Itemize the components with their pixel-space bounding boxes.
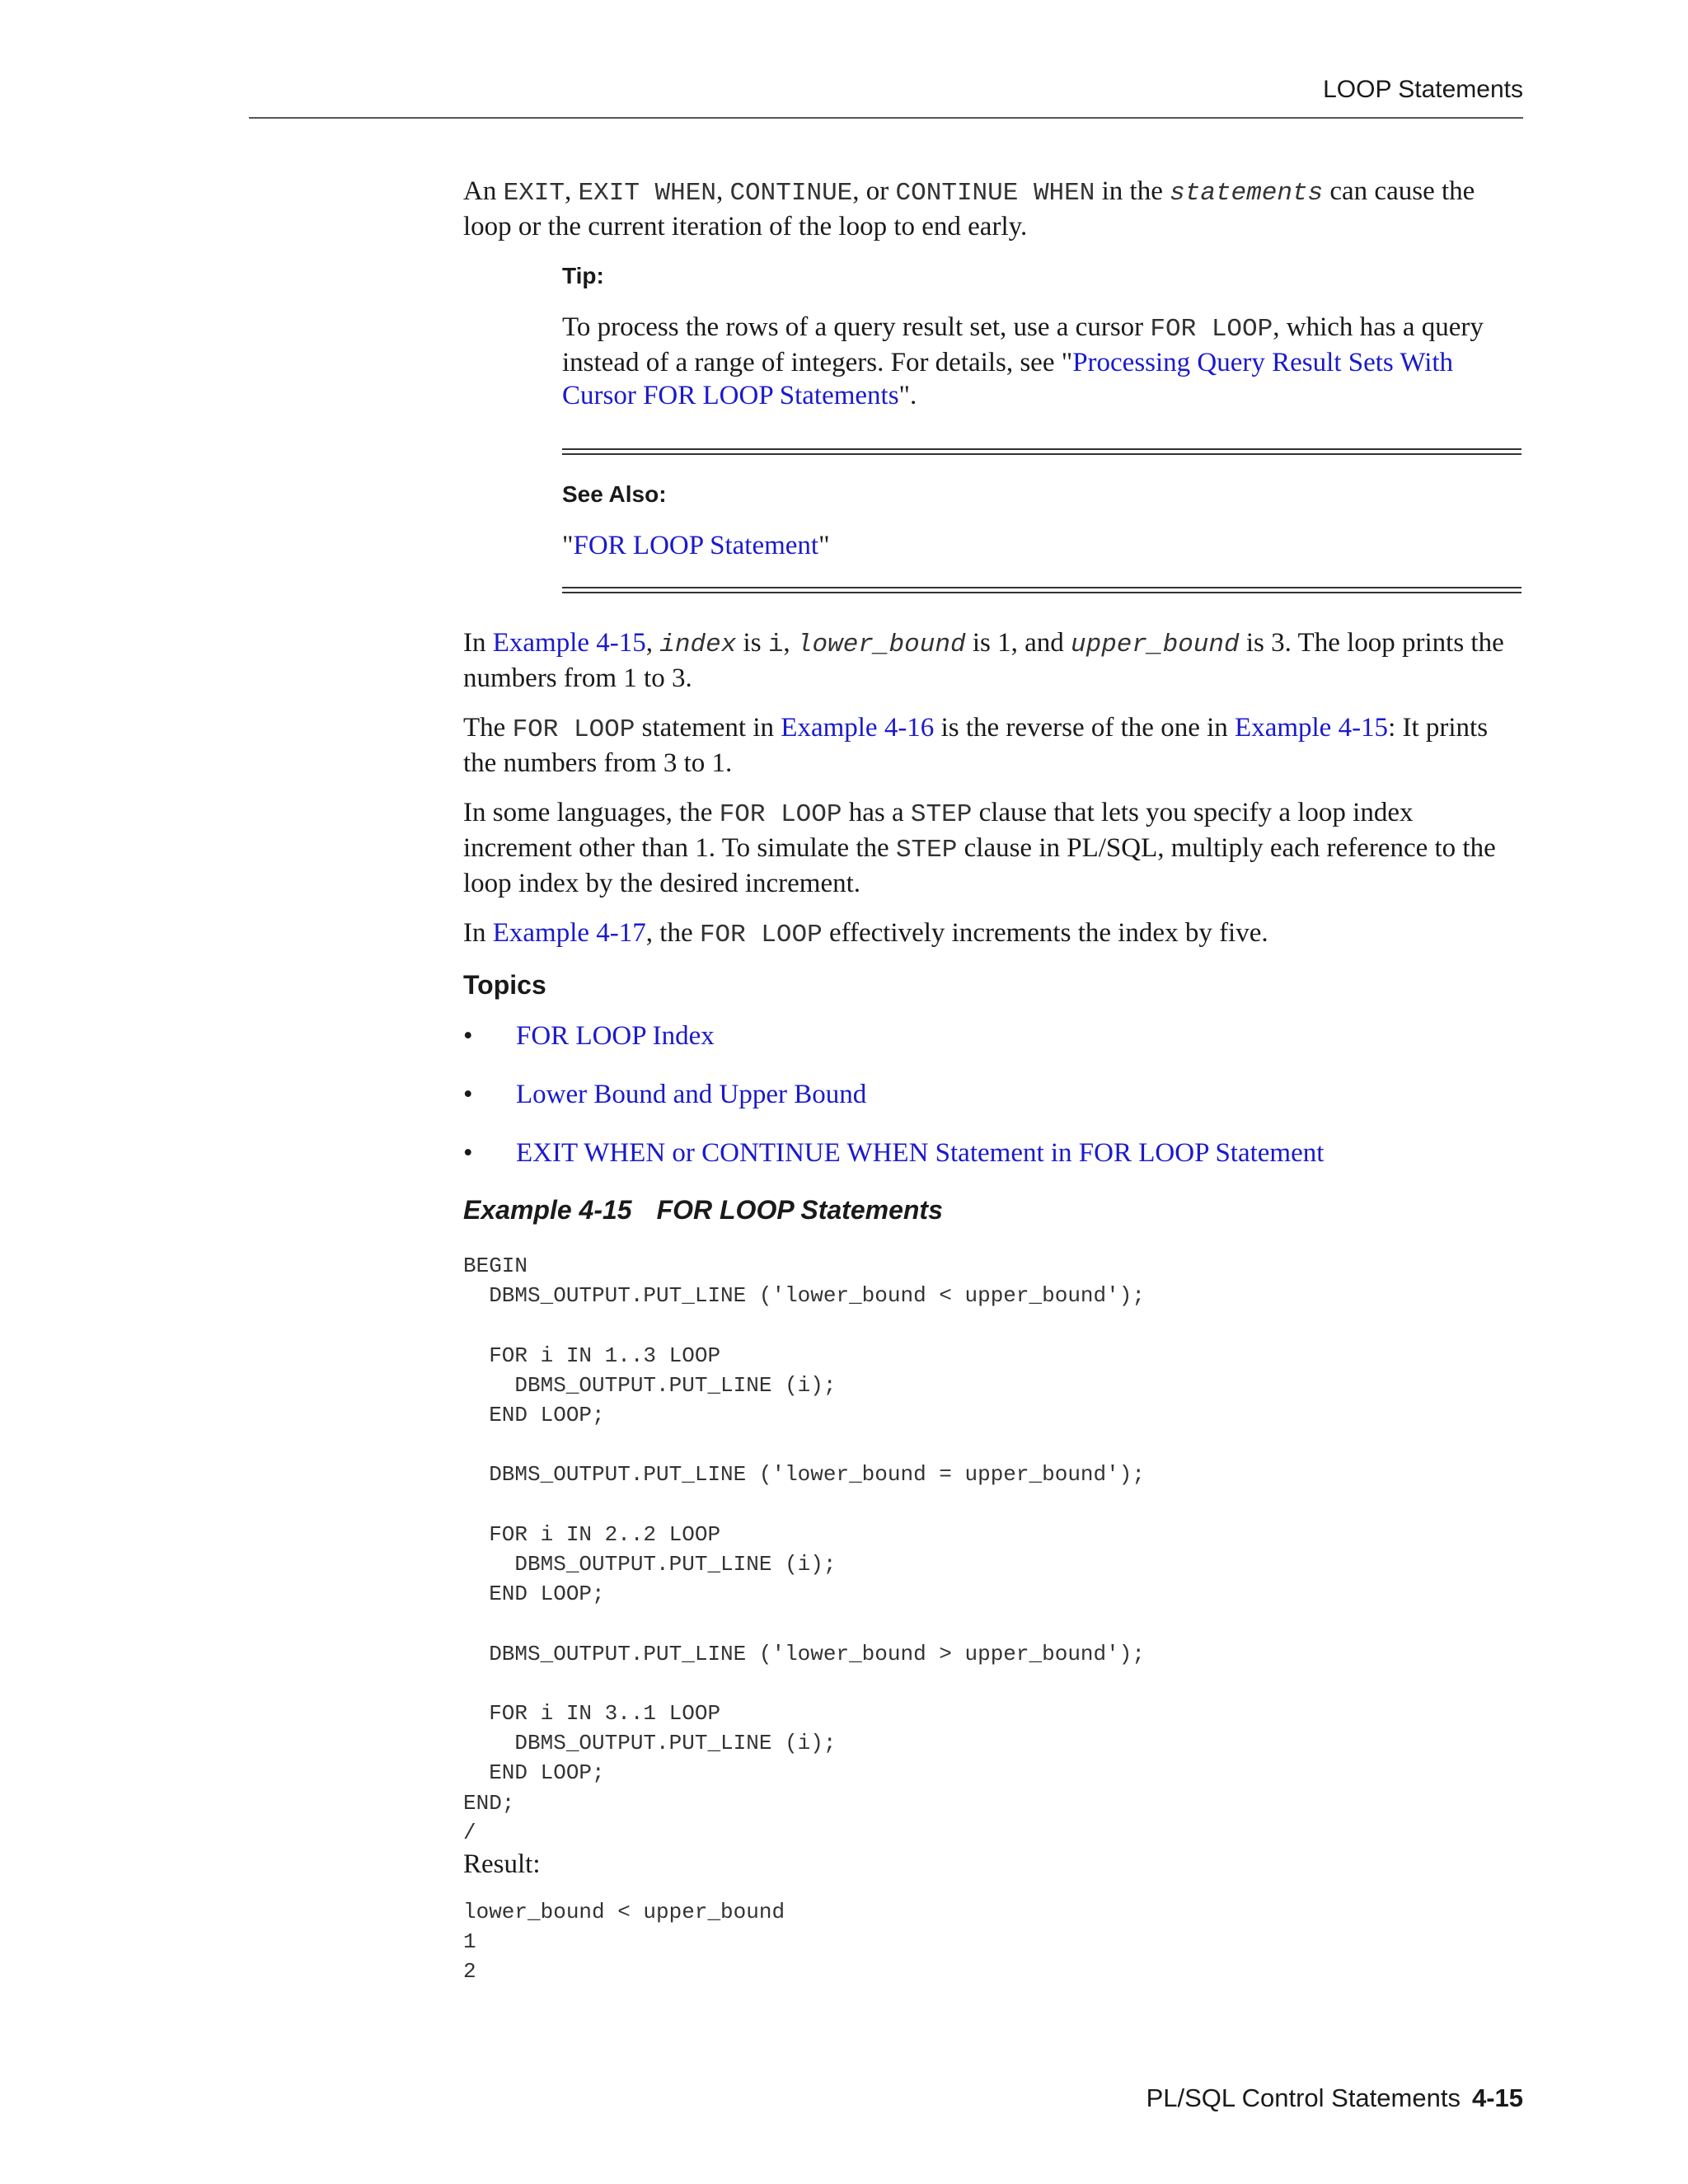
inline-code: FOR LOOP	[699, 921, 823, 949]
double-rule	[562, 448, 1522, 455]
code-block: BEGIN DBMS_OUTPUT.PUT_LINE ('lower_bound < upper_bound'); FOR i IN 1..3 LOOP DBMS_OUTPUT.PUT_LINE (i); END LOOP; DBMS_OUTPUT.PUT_LINE ('lower_bound = upper_bound'); FOR i IN 2..2 LOOP DBMS_OUTPUT.PUT_LINE (i); END LOOP; DBMS_OUTPUT.PUT_LINE ('lower_bound > upper_bound'); FOR i IN 3..1 LOOP DBMS_OUTPUT.PUT_LINE (i); END LOOP; END; /	[463, 1254, 1145, 1845]
inline-code: i	[767, 630, 784, 659]
topic-link-lower-upper-bound[interactable]: Lower Bound and Upper Bound	[516, 1080, 867, 1109]
page-footer	[1146, 2083, 1523, 2113]
double-rule	[562, 587, 1522, 593]
processing-query-result-sets-link[interactable]: Processing Query Result Sets With Cursor FOR LOOP Statements	[562, 348, 1454, 410]
inline-code: STEP	[910, 800, 973, 829]
tip-text: To process the rows of a query result set, use a cursor FOR LOOP, which has a query instead of a range of integers. For details, see "Processing Query Result Sets With Cursor FOR LOOP Statements".	[562, 312, 1484, 410]
paragraph-example-4-15: In Example 4-15, index is i, lower_bound is 1, and upper_bound is 3. The loop prints the numbers from 1 to 3.	[463, 628, 1504, 693]
list-item	[463, 1019, 1526, 1052]
inline-code: CONTINUE WHEN	[895, 179, 1095, 208]
for-loop-statement-link[interactable]: FOR LOOP Statement	[573, 531, 819, 560]
inline-code: FOR LOOP	[1150, 315, 1273, 344]
inline-code-italic: upper_bound	[1070, 630, 1240, 659]
bullet: •	[463, 1138, 473, 1168]
example-caption: FOR LOOP Statements	[656, 1195, 943, 1225]
see-also-text: "FOR LOOP Statement"	[562, 531, 830, 560]
example-4-15-link[interactable]: Example 4-15	[492, 628, 646, 658]
example-number: Example 4-15	[463, 1195, 632, 1225]
topic-link-exit-continue-when[interactable]: EXIT WHEN or CONTINUE WHEN Statement in FOR LOOP Statement	[516, 1138, 1325, 1168]
topic-link-for-loop-index[interactable]: FOR LOOP Index	[516, 1021, 715, 1051]
example-4-17-link[interactable]: Example 4-17	[492, 918, 646, 948]
tip-label: Tip:	[562, 263, 604, 288]
inline-code: EXIT	[503, 179, 565, 208]
tip-note	[562, 260, 1522, 593]
intro-paragraph: An EXIT, EXIT WHEN, CONTINUE, or CONTINUE WHEN in the statements can cause the loop or the current iteration of the loop to end early.	[463, 176, 1475, 241]
inline-code: FOR LOOP	[512, 715, 635, 744]
paragraph-example-4-16: The FOR LOOP statement in Example 4-16 is the reverse of the one in Example 4-15: It prints the numbers from 3 to 1.	[463, 713, 1489, 778]
list-item	[463, 1078, 1526, 1111]
see-also-label: See Also:	[562, 481, 667, 507]
bullet: •	[463, 1021, 473, 1051]
example-title	[463, 1193, 1526, 1226]
result-label: Result:	[463, 1849, 541, 1880]
inline-code: STEP	[895, 836, 958, 865]
topics-list	[463, 1019, 1526, 1169]
header-title: LOOP Statements	[1323, 76, 1523, 103]
inline-code-italic: statements	[1170, 179, 1324, 208]
paragraph-step-clause: In some languages, the FOR LOOP has a STEP clause that lets you specify a loop index increment other than 1. To simulate the STEP clause in PL/SQL, multiply each reference to the loop index by the desired increment.	[463, 798, 1496, 898]
inline-code-italic: lower_bound	[796, 630, 966, 659]
inline-code: CONTINUE	[729, 179, 853, 208]
inline-code: FOR LOOP	[719, 800, 842, 829]
example-4-15-link[interactable]: Example 4-15	[1235, 713, 1389, 743]
bullet: •	[463, 1080, 473, 1109]
inline-code-italic: index	[659, 630, 737, 659]
footer-section: PL/SQL Control Statements	[1146, 2083, 1461, 2112]
page-number: 4-15	[1471, 2083, 1523, 2112]
list-item	[463, 1137, 1526, 1169]
example-4-16-link[interactable]: Example 4-16	[781, 713, 935, 743]
inline-code: EXIT WHEN	[578, 179, 716, 208]
result-output: lower_bound < upper_bound 1 2	[463, 1900, 785, 1985]
topics-heading: Topics	[463, 970, 546, 1000]
paragraph-example-4-17: In Example 4-17, the FOR LOOP effectively increments the index by five.	[463, 918, 1268, 949]
running-header	[249, 73, 1523, 119]
page-content	[463, 175, 1526, 1987]
